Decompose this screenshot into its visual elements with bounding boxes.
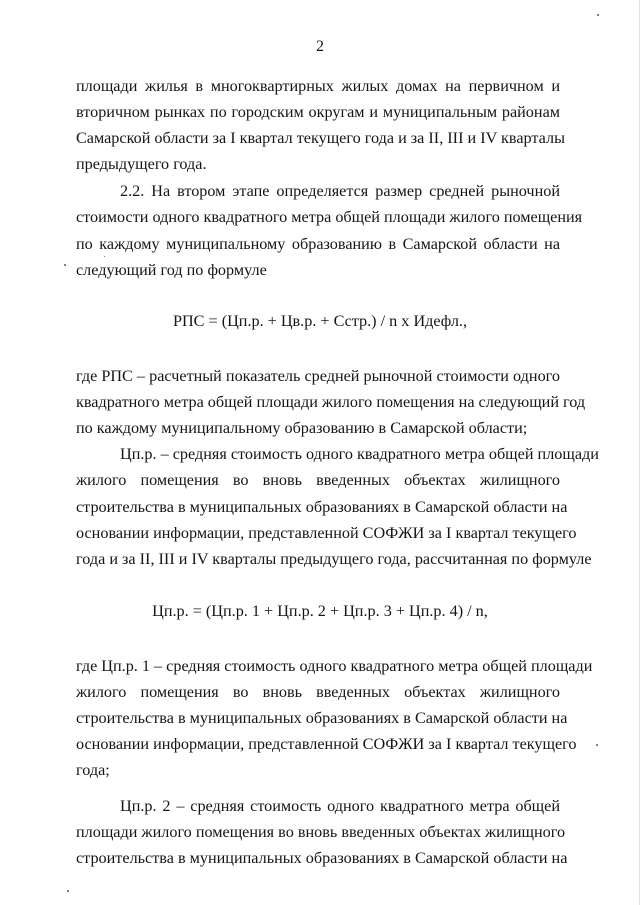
- definition-cpr2-first-line: Цп.р. 2 – средняя стоимость одного квадратного метра общей: [120, 797, 560, 815]
- text-line: вторичном рынках по городским округам и муниципальным районам: [76, 103, 560, 121]
- scan-speck: [104, 256, 105, 257]
- text-line: где Цп.р. 1 – средняя стоимость одного квадратного метра общей площади: [76, 657, 593, 675]
- text-line: Самарской области за I квартал текущего года и за II, III и IV кварталы: [76, 129, 565, 147]
- text-line: следующий год по формуле: [76, 261, 267, 279]
- formula-cpr: Цп.р. = (Цп.р. 1 + Цп.р. 2 + Цп.р. 3 + Цп.р. 4) / n,: [152, 602, 488, 620]
- definition-cpr-first-line: Цп.р. – средняя стоимость одного квадратного метра общей площади: [120, 445, 599, 463]
- page-number: 2: [316, 38, 324, 55]
- text-line: года и за II, III и IV кварталы предыдущего года, рассчитанная по формуле: [76, 550, 592, 568]
- formula-rps: РПС = (Цп.р. + Цв.р. + Сстр.) / n x Идефл.,: [172, 312, 468, 330]
- text-line: жилого помещения во вновь введенных объектах жилищного: [76, 683, 560, 701]
- scan-speck: [596, 744, 598, 746]
- text-line: предыдущего года.: [76, 155, 207, 173]
- paragraph-2-2-first-line: 2.2. На втором этапе определяется размер средней рыночной: [120, 182, 560, 200]
- text-line: стоимости одного квадратного метра общей площади жилого помещения: [76, 208, 583, 226]
- text-line: строительства в муниципальных образованиях в Самарской области на: [76, 849, 568, 867]
- text-line: по каждому муниципальному образованию в Самарской области;: [76, 419, 528, 437]
- text-line: основании информации, представленной СОФЖИ за I квартал текущего: [76, 524, 577, 542]
- text-line: площади жилого помещения во вновь введенных объектах жилищного: [76, 823, 566, 841]
- scan-speck: [597, 14, 599, 16]
- text-line: жилого помещения во вновь введенных объектах жилищного: [76, 471, 560, 489]
- text-line: года;: [76, 761, 110, 779]
- text-line: по каждому муниципальному образованию в Самарской области на: [76, 235, 560, 253]
- text-line: строительства в муниципальных образованиях в Самарской области на: [76, 498, 568, 516]
- text-line: основании информации, представленной СОФЖИ за I квартал текущего: [76, 735, 577, 753]
- scan-speck: [67, 890, 69, 892]
- text-line: где РПС – расчетный показатель средней рыночной стоимости одного: [76, 367, 560, 385]
- scan-speck: [64, 264, 66, 266]
- text-line: квадратного метра общей площади жилого помещения на следующий год: [76, 393, 586, 411]
- text-line: строительства в муниципальных образованиях в Самарской области на: [76, 709, 568, 727]
- text-line: площади жилья в многоквартирных жилых домах на первичном и: [76, 77, 560, 95]
